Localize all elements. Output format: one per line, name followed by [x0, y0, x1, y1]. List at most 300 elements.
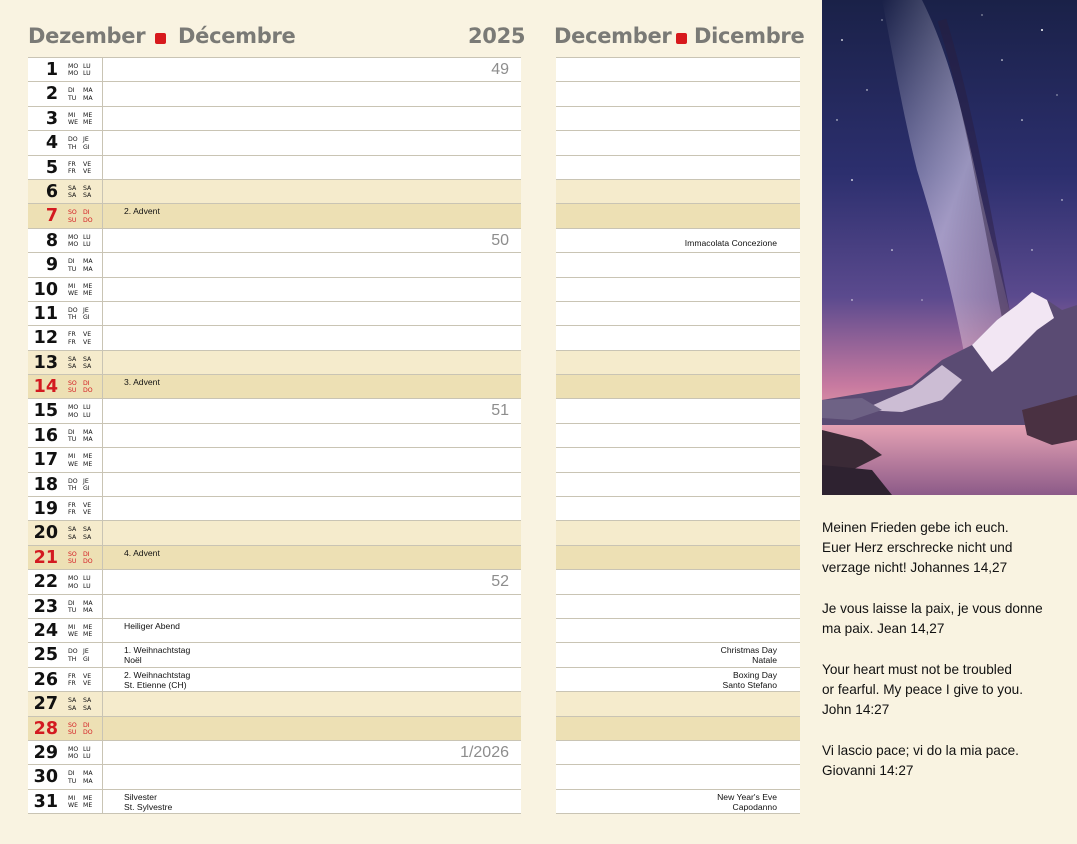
weekday-abbr	[68, 429, 98, 444]
weekday-abbr-fr: MA	[83, 770, 93, 778]
weekday-abbr-de: DI	[68, 599, 75, 607]
day-number: 12	[33, 328, 58, 349]
weekday-abbr-de: FR	[68, 331, 76, 339]
weekday-abbr-it: VE	[83, 680, 92, 688]
day-row-right	[556, 229, 800, 253]
weekday-abbr-en: TH	[68, 143, 77, 151]
holiday-right	[717, 792, 777, 812]
day-number: 27	[33, 694, 58, 715]
weekday-abbr-it: DO	[83, 728, 93, 736]
day-row-right	[556, 765, 800, 789]
holiday-left	[124, 621, 180, 631]
quote-paragraph	[822, 660, 1072, 720]
day-number: 2	[45, 84, 58, 105]
weekday-abbr-de: DI	[68, 258, 75, 266]
day-row-left	[28, 58, 521, 82]
holiday-left	[124, 645, 190, 665]
column-divider	[102, 570, 103, 593]
day-row-right	[556, 643, 800, 667]
day-number: 24	[33, 620, 58, 641]
day-row-left	[28, 619, 521, 643]
weekday-abbr-en: FR	[68, 509, 76, 517]
left-day-grid	[28, 57, 521, 814]
weekday-abbr	[68, 453, 98, 468]
weekday-abbr-de: MO	[68, 233, 79, 241]
day-number: 23	[33, 596, 58, 617]
weekday-abbr	[68, 112, 98, 127]
weekday-abbr-fr: VE	[83, 331, 92, 339]
weekday-abbr-de: DO	[68, 648, 78, 656]
weekday-abbr-it: GI	[83, 314, 90, 322]
weekday-abbr-de: DO	[68, 477, 78, 485]
weekday-abbr-de: DO	[68, 306, 78, 314]
weekday-abbr	[68, 648, 98, 663]
weekday-abbr-de: DO	[68, 136, 78, 144]
weekday-abbr	[68, 746, 98, 761]
weekday-abbr-it: VE	[83, 338, 92, 346]
weekday-abbr	[68, 697, 98, 712]
column-divider	[102, 58, 103, 81]
day-row-right	[556, 278, 800, 302]
weekday-abbr-de: MO	[68, 575, 79, 583]
weekday-abbr-it: GI	[83, 655, 90, 663]
day-row-right	[556, 156, 800, 180]
column-divider	[102, 82, 103, 105]
day-row-left	[28, 253, 521, 277]
day-number: 1	[45, 60, 58, 80]
weekday-abbr-fr: LU	[83, 63, 91, 70]
day-row-right	[556, 326, 800, 350]
day-row-left	[28, 107, 521, 131]
day-row-right	[556, 668, 800, 692]
day-row-left	[28, 326, 521, 350]
day-row-right	[556, 375, 800, 399]
day-row-left	[28, 204, 521, 228]
day-number: 22	[33, 572, 58, 593]
weekday-abbr-en: TU	[68, 607, 77, 614]
weekday-abbr-de: SA	[68, 697, 77, 705]
holiday-left	[124, 548, 160, 558]
weekday-abbr-fr: DI	[83, 550, 90, 558]
day-row-left	[28, 156, 521, 180]
weekday-abbr-it: DO	[83, 216, 93, 224]
week-number: 49	[491, 61, 509, 78]
column-divider	[102, 741, 103, 764]
weekday-abbr-de: SO	[68, 721, 77, 729]
weekday-abbr-it: MA	[83, 94, 93, 102]
holiday-it: Capodanno	[732, 801, 777, 812]
weekday-abbr-de: FR	[68, 672, 76, 680]
day-row-left	[28, 790, 521, 814]
day-number: 9	[45, 255, 58, 276]
holiday-right	[723, 670, 777, 690]
weekday-abbr	[68, 283, 98, 298]
quote-line: verzage nicht! Johannes 14,27	[822, 560, 1008, 575]
weekday-abbr-fr: JE	[83, 136, 89, 144]
day-row-left	[28, 278, 521, 302]
day-row-left	[28, 302, 521, 326]
weekday-abbr-de: SA	[68, 184, 77, 192]
header-month-en: December	[554, 24, 672, 48]
quote-line: Meinen Frieden gebe ich euch.	[822, 520, 1009, 535]
holiday-fr: Noël	[124, 655, 142, 666]
day-number: 3	[45, 108, 58, 129]
weekday-abbr-de: SO	[68, 550, 77, 558]
weekday-abbr-en: MO	[68, 241, 79, 249]
column-divider	[102, 448, 103, 471]
day-row-left	[28, 375, 521, 399]
weekday-abbr-it: VE	[83, 167, 92, 175]
weekday-abbr-fr: DI	[83, 721, 90, 729]
day-number: 6	[45, 181, 58, 202]
weekday-abbr-en: WE	[68, 460, 79, 468]
weekday-abbr-de: DI	[68, 770, 75, 778]
weekday-abbr-en: MO	[68, 582, 79, 590]
quote-line: Your heart must not be troubled	[822, 662, 1012, 677]
weekday-abbr-de: DI	[68, 428, 75, 436]
column-divider	[102, 790, 103, 813]
weekday-abbr-fr: ME	[83, 111, 93, 119]
day-row-left	[28, 399, 521, 423]
holiday-de: 2. Advent	[124, 206, 160, 217]
day-number: 30	[33, 767, 58, 788]
weekday-abbr-en: FR	[68, 167, 76, 175]
weekday-abbr-it: ME	[83, 289, 93, 297]
weekday-abbr	[68, 478, 98, 493]
weekday-abbr-it: MA	[83, 265, 93, 273]
column-divider	[102, 717, 103, 740]
holiday-left	[124, 792, 172, 812]
day-number: 5	[45, 157, 58, 178]
weekday-abbr-it: LU	[83, 582, 91, 590]
quote-paragraph	[822, 741, 1072, 781]
weekday-abbr-de: MI	[68, 111, 76, 119]
weekday-abbr-fr: ME	[83, 453, 93, 461]
day-row-left	[28, 497, 521, 521]
quote-paragraph	[822, 518, 1072, 578]
weekday-abbr-en: WE	[68, 289, 79, 297]
weekday-abbr-de: MI	[68, 794, 76, 802]
week-number: 1/2026	[460, 743, 509, 761]
weekday-abbr	[68, 551, 98, 566]
weekday-abbr-fr: ME	[83, 623, 93, 631]
day-row-right	[556, 473, 800, 497]
mountain-milky-way-photo	[822, 0, 1077, 495]
weekday-abbr-it: ME	[83, 460, 93, 468]
weekday-abbr-en: MO	[68, 411, 79, 419]
weekday-abbr-it: LU	[83, 70, 91, 78]
weekday-abbr-fr: LU	[83, 575, 91, 583]
weekday-abbr	[68, 575, 98, 590]
weekday-abbr-en: WE	[68, 631, 79, 639]
weekday-abbr-de: SA	[68, 355, 77, 363]
column-divider	[102, 473, 103, 496]
weekday-abbr-it: LU	[83, 753, 91, 761]
day-row-left	[28, 765, 521, 789]
column-divider	[102, 521, 103, 544]
column-divider	[102, 595, 103, 618]
weekday-abbr-it: VE	[83, 509, 92, 517]
weekday-abbr	[68, 600, 98, 615]
quote-paragraph	[822, 599, 1072, 639]
day-row-right	[556, 619, 800, 643]
column-divider	[102, 375, 103, 398]
holiday-it: Natale	[752, 655, 777, 666]
holiday-left	[124, 670, 190, 690]
weekday-abbr	[68, 624, 98, 639]
holiday-en: Boxing Day	[733, 669, 777, 680]
column-divider	[102, 497, 103, 520]
weekday-abbr-fr: LU	[83, 233, 91, 241]
weekday-abbr-fr: SA	[83, 526, 92, 534]
day-row-right	[556, 302, 800, 326]
weekday-abbr-en: SU	[68, 216, 77, 224]
weekday-abbr-en: SA	[68, 533, 77, 541]
quote-block	[822, 518, 1072, 802]
weekday-abbr	[68, 795, 98, 810]
weekday-abbr-de: MO	[68, 63, 79, 70]
column-divider	[102, 399, 103, 422]
weekday-abbr-fr: MA	[83, 258, 93, 266]
weekday-abbr	[68, 356, 98, 371]
day-number: 8	[45, 230, 58, 251]
weekday-abbr	[68, 502, 98, 517]
weekday-abbr	[68, 136, 98, 151]
weekday-abbr-fr: VE	[83, 502, 92, 510]
day-row-right	[556, 399, 800, 423]
quote-line: Euer Herz erschrecke nicht und	[822, 540, 1013, 555]
day-row-right	[556, 570, 800, 594]
day-row-right	[556, 58, 800, 82]
column-divider	[102, 180, 103, 203]
weekday-abbr-en: TU	[68, 777, 77, 785]
weekday-abbr	[68, 63, 98, 78]
weekday-abbr-it: ME	[83, 802, 93, 810]
weekday-abbr-fr: DI	[83, 380, 90, 388]
column-divider	[102, 302, 103, 325]
day-row-right	[556, 82, 800, 106]
quote-line: John 14:27	[822, 702, 890, 717]
week-number: 51	[491, 402, 509, 420]
holiday-en: Christmas Day	[720, 645, 777, 656]
weekday-abbr-fr: SA	[83, 355, 92, 363]
weekday-abbr-en: SA	[68, 704, 77, 712]
weekday-abbr-de: MI	[68, 282, 76, 290]
weekday-abbr-fr: MA	[83, 599, 93, 607]
day-number: 25	[33, 645, 58, 666]
day-row-left	[28, 473, 521, 497]
day-number: 17	[33, 450, 58, 471]
quote-line: Vi lascio pace; vi do la mia pace.	[822, 743, 1019, 758]
weekday-abbr	[68, 526, 98, 541]
day-row-right	[556, 448, 800, 472]
weekday-abbr-it: MA	[83, 607, 93, 614]
day-number: 26	[33, 669, 58, 690]
column-divider	[102, 643, 103, 666]
weekday-abbr-it: SA	[83, 533, 92, 541]
weekday-abbr-en: TH	[68, 485, 77, 493]
weekday-abbr-fr: LU	[83, 745, 91, 753]
weekday-abbr-de: MI	[68, 453, 76, 461]
weekday-abbr-it: DO	[83, 387, 93, 395]
day-row-right	[556, 204, 800, 228]
day-row-right	[556, 497, 800, 521]
day-number: 19	[33, 499, 58, 520]
weekday-abbr-fr: JE	[83, 477, 89, 485]
day-number: 14	[33, 377, 58, 398]
weekday-abbr	[68, 209, 98, 224]
day-number: 11	[33, 303, 58, 324]
weekday-abbr-it: ME	[83, 631, 93, 639]
weekday-abbr-en: TH	[68, 655, 77, 663]
holiday-left	[124, 206, 160, 216]
column-divider	[102, 204, 103, 227]
weekday-abbr-it: SA	[83, 192, 92, 200]
day-row-right	[556, 351, 800, 375]
holiday-fr: St. Sylvestre	[124, 801, 173, 812]
week-number: 50	[491, 231, 509, 249]
header-month-it: Dicembre	[694, 24, 805, 48]
day-row-left	[28, 668, 521, 692]
weekday-abbr	[68, 331, 98, 346]
weekday-abbr-en: TH	[68, 314, 77, 322]
day-row-right	[556, 546, 800, 570]
column-divider	[102, 156, 103, 179]
weekday-abbr-en: SU	[68, 558, 77, 566]
header-year: 2025	[468, 24, 526, 48]
column-divider	[102, 619, 103, 642]
weekday-abbr-en: TU	[68, 94, 77, 102]
column-divider	[102, 668, 103, 691]
holiday-de: 3. Advent	[124, 377, 160, 388]
weekday-abbr	[68, 404, 98, 419]
column-divider	[102, 326, 103, 349]
weekday-abbr-de: FR	[68, 502, 76, 510]
day-row-right	[556, 180, 800, 204]
day-row-right	[556, 521, 800, 545]
right-day-grid	[556, 57, 800, 814]
weekday-abbr	[68, 722, 98, 737]
holiday-fr: St. Etienne (CH)	[124, 679, 187, 690]
day-number: 29	[33, 742, 58, 763]
weekday-abbr-it: ME	[83, 119, 93, 127]
holiday-de: 2. Weihnachtstag	[124, 669, 191, 680]
weekday-abbr-it: LU	[83, 411, 91, 419]
column-divider	[102, 692, 103, 715]
column-divider	[102, 765, 103, 788]
day-row-left	[28, 692, 521, 716]
day-number: 15	[33, 401, 58, 422]
weekday-abbr-fr: DI	[83, 209, 90, 217]
column-divider	[102, 253, 103, 276]
day-number: 13	[33, 352, 58, 373]
quote-line: Je vous laisse la paix, je vous donne	[822, 601, 1043, 616]
holiday-right	[685, 238, 777, 248]
weekday-abbr-en: TU	[68, 265, 77, 273]
weekday-abbr	[68, 258, 98, 273]
holiday-left	[124, 377, 160, 387]
day-row-left	[28, 448, 521, 472]
weekday-abbr-it: GI	[83, 143, 90, 151]
holiday-right	[721, 645, 777, 665]
weekday-abbr-en: SA	[68, 192, 77, 200]
quote-line: ma paix. Jean 14,27	[822, 621, 945, 636]
holiday-it: Immacolata Concezione	[684, 237, 777, 248]
holiday-de: 1. Weihnachtstag	[124, 645, 191, 656]
day-row-left	[28, 131, 521, 155]
column-divider	[102, 351, 103, 374]
day-row-right	[556, 107, 800, 131]
weekday-abbr	[68, 185, 98, 200]
column-divider	[102, 424, 103, 447]
weekday-abbr-en: MO	[68, 70, 79, 78]
weekday-abbr-it: SA	[83, 363, 92, 371]
weekday-abbr-de: MO	[68, 404, 79, 412]
day-number: 16	[33, 425, 58, 446]
holiday-de: Silvester	[124, 791, 157, 802]
weekday-abbr	[68, 380, 98, 395]
weekday-abbr-en: SU	[68, 387, 77, 395]
day-row-right	[556, 253, 800, 277]
header-month-de: Dezember	[28, 24, 146, 48]
quote-line: or fearful. My peace I give to you.	[822, 682, 1023, 697]
weekday-abbr-de: SO	[68, 380, 77, 388]
day-row-right	[556, 595, 800, 619]
weekday-abbr-it: GI	[83, 485, 90, 493]
column-divider	[102, 107, 103, 130]
holiday-de: Heiliger Abend	[124, 620, 180, 631]
weekday-abbr	[68, 673, 98, 688]
weekday-abbr-fr: MA	[83, 87, 93, 95]
day-row-left	[28, 546, 521, 570]
weekday-abbr-fr: ME	[83, 282, 93, 290]
red-square-icon	[676, 33, 687, 44]
weekday-abbr-en: SU	[68, 728, 77, 736]
weekday-abbr-it: MA	[83, 777, 93, 785]
weekday-abbr-en: SA	[68, 363, 77, 371]
day-number: 20	[33, 523, 58, 544]
weekday-abbr	[68, 234, 98, 249]
weekday-abbr-it: DO	[83, 558, 93, 566]
quote-line: Giovanni 14:27	[822, 763, 914, 778]
day-row-left	[28, 229, 521, 253]
day-row-left	[28, 424, 521, 448]
column-divider	[102, 229, 103, 252]
day-number: 7	[45, 206, 58, 227]
column-divider	[102, 131, 103, 154]
weekday-abbr-en: FR	[68, 680, 76, 688]
day-row-right	[556, 131, 800, 155]
day-number: 21	[33, 547, 58, 568]
day-number: 28	[33, 718, 58, 739]
weekday-abbr	[68, 770, 98, 785]
weekday-abbr-fr: VE	[83, 160, 92, 168]
day-row-right	[556, 790, 800, 814]
day-number: 4	[45, 133, 58, 154]
day-row-left	[28, 643, 521, 667]
day-row-right	[556, 717, 800, 741]
day-row-left	[28, 741, 521, 765]
weekday-abbr-fr: JE	[83, 648, 89, 656]
weekday-abbr-de: DI	[68, 87, 75, 95]
weekday-abbr-en: TU	[68, 436, 77, 444]
weekday-abbr-de: SO	[68, 209, 77, 217]
day-row-left	[28, 570, 521, 594]
weekday-abbr-fr: SA	[83, 184, 92, 192]
weekday-abbr-it: MA	[83, 436, 93, 444]
holiday-en: New Year's Eve	[717, 791, 777, 802]
weekday-abbr-de: MO	[68, 745, 79, 753]
